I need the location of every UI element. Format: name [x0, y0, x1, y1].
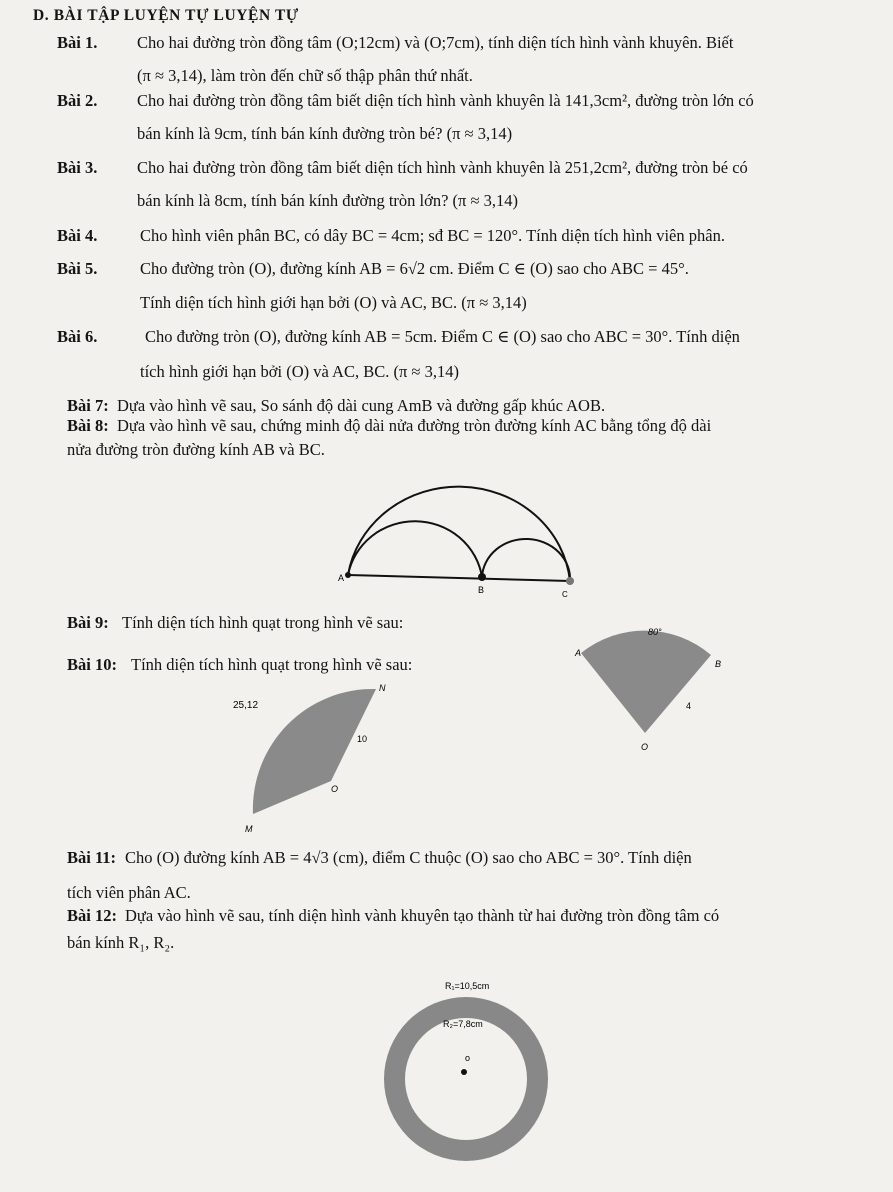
problem-9-line-1: Tính diện tích hình quạt trong hình vẽ sau: [122, 613, 404, 632]
sector-10-radius: 10 [357, 734, 368, 744]
problem-5-label: Bài 5. [57, 259, 98, 278]
problem-8-line-1: Dựa vào hình vẽ sau, chứng minh độ dài nửa đường tròn đường kính AC bằng tổng độ dài [117, 416, 712, 435]
problem-7-label: Bài 7: [67, 396, 109, 415]
problem-6-label: Bài 6. [57, 327, 98, 346]
center-point [461, 1069, 467, 1075]
problem-11-line-1: Cho (O) đường kính AB = 4√3 (cm), điểm C thuộc (O) sao cho ABC = 30°. Tính diện [125, 848, 692, 867]
sector-80-label-o: O [641, 742, 649, 752]
problem-6-line-2: tích hình giới hạn bởi (O) và AC, BC. (π ≈ 3,14) [140, 362, 459, 381]
label-b: B [478, 585, 485, 595]
problem-10-label: Bài 10: [67, 655, 117, 674]
problem-12-label: Bài 12: [67, 906, 117, 925]
problem-1-label: Bài 1. [57, 33, 98, 52]
r2-label: R₂=7,8cm [443, 1019, 483, 1029]
problem-2-line-2: bán kính là 9cm, tính bán kính đường tròn bé? (π ≈ 3,14) [137, 124, 513, 143]
problem-4-line-1: Cho hình viên phân BC, có dây BC = 4cm; sđ BC = 120°. Tính diện tích hình viên phân. [140, 226, 725, 245]
segment-ac [348, 575, 570, 581]
semicircles-figure [330, 465, 590, 605]
sector-10-figure [225, 680, 405, 840]
problem-3-line-1: Cho hai đường tròn đồng tâm biết diện tích hình vành khuyên là 251,2cm², đường tròn bé có [137, 158, 748, 177]
problem-7-line-1: Dựa vào hình vẽ sau, So sánh độ dài cung AmB và đường gấp khúc AOB. [117, 396, 606, 415]
point-a [345, 572, 351, 578]
annulus-figure [375, 975, 565, 1185]
sector-80-radius: 4 [686, 701, 692, 711]
label-c: C [562, 590, 568, 599]
problem-3-line-2: bán kính là 8cm, tính bán kính đường tròn lớn? (π ≈ 3,14) [137, 191, 519, 210]
problem-3-label: Bài 3. [57, 158, 98, 177]
problem-11-line-2: tích viên phân AC. [67, 883, 191, 902]
problem-8-label: Bài 8: [67, 416, 109, 435]
problem-5-line-1: Cho đường tròn (O), đường kính AB = 6√2 cm. Điểm C ∈ (O) sao cho ABC = 45°. [140, 259, 689, 278]
sector-10-label-n: N [379, 683, 386, 693]
problem-6-line-1: Cho đường tròn (O), đường kính AB = 5cm. Điểm C ∈ (O) sao cho ABC = 30°. Tính diện [145, 327, 740, 346]
section-heading: D. BÀI TẬP LUYỆN TỰ LUYỆN TỰ [33, 7, 299, 24]
problem-5-line-2: Tính diện tích hình giới hạn bởi (O) và AC, BC. (π ≈ 3,14) [140, 293, 527, 312]
r1-label: R₁=10,5cm [445, 981, 490, 991]
point-b [478, 573, 486, 581]
problem-1-line-1: Cho hai đường tròn đồng tâm (O;12cm) và (O;7cm), tính diện tích hình vành khuyên. Biết [137, 33, 734, 52]
problem-11-label: Bài 11: [67, 848, 117, 867]
problem-2-line-1: Cho hai đường tròn đồng tâm biết diện tích hình vành khuyên là 141,3cm², đường tròn lớn có [137, 91, 754, 110]
sector-80-figure [570, 620, 740, 760]
sector-80-shape [581, 631, 711, 733]
problem-12-line-2: bán kính R₁, R₂. [67, 933, 175, 952]
sector-80-label-b: B [715, 659, 722, 669]
inner-circle [405, 1018, 527, 1140]
sector-80-label-a: A [575, 648, 582, 658]
problem-12-line-1: Dựa vào hình vẽ sau, tính diện hình vành khuyên tạo thành từ hai đường tròn đồng tâm có [125, 906, 720, 925]
problem-8-line-2: nửa đường tròn đường kính AB và BC. [67, 440, 325, 459]
semicircle-bc [482, 539, 570, 581]
sector-10-label-m: M [245, 824, 253, 834]
problem-2-label: Bài 2. [57, 91, 98, 110]
problem-1-line-2: (π ≈ 3,14), làm tròn đến chữ số thập phân thứ nhất. [137, 66, 473, 85]
label-a: A [338, 573, 345, 583]
semicircle-ac [348, 487, 570, 581]
sector-80-angle: 80° [648, 627, 662, 637]
sector-10-label-o: O [331, 784, 339, 794]
problem-10-line-1: Tính diện tích hình quạt trong hình vẽ sau: [131, 655, 413, 674]
center-label: o [465, 1053, 471, 1063]
sector-10-angle: 25,12 [233, 700, 259, 711]
point-c [566, 577, 574, 585]
problem-9-label: Bài 9: [67, 613, 109, 632]
problem-4-label: Bài 4. [57, 226, 98, 245]
sector-10-shape [253, 689, 376, 814]
